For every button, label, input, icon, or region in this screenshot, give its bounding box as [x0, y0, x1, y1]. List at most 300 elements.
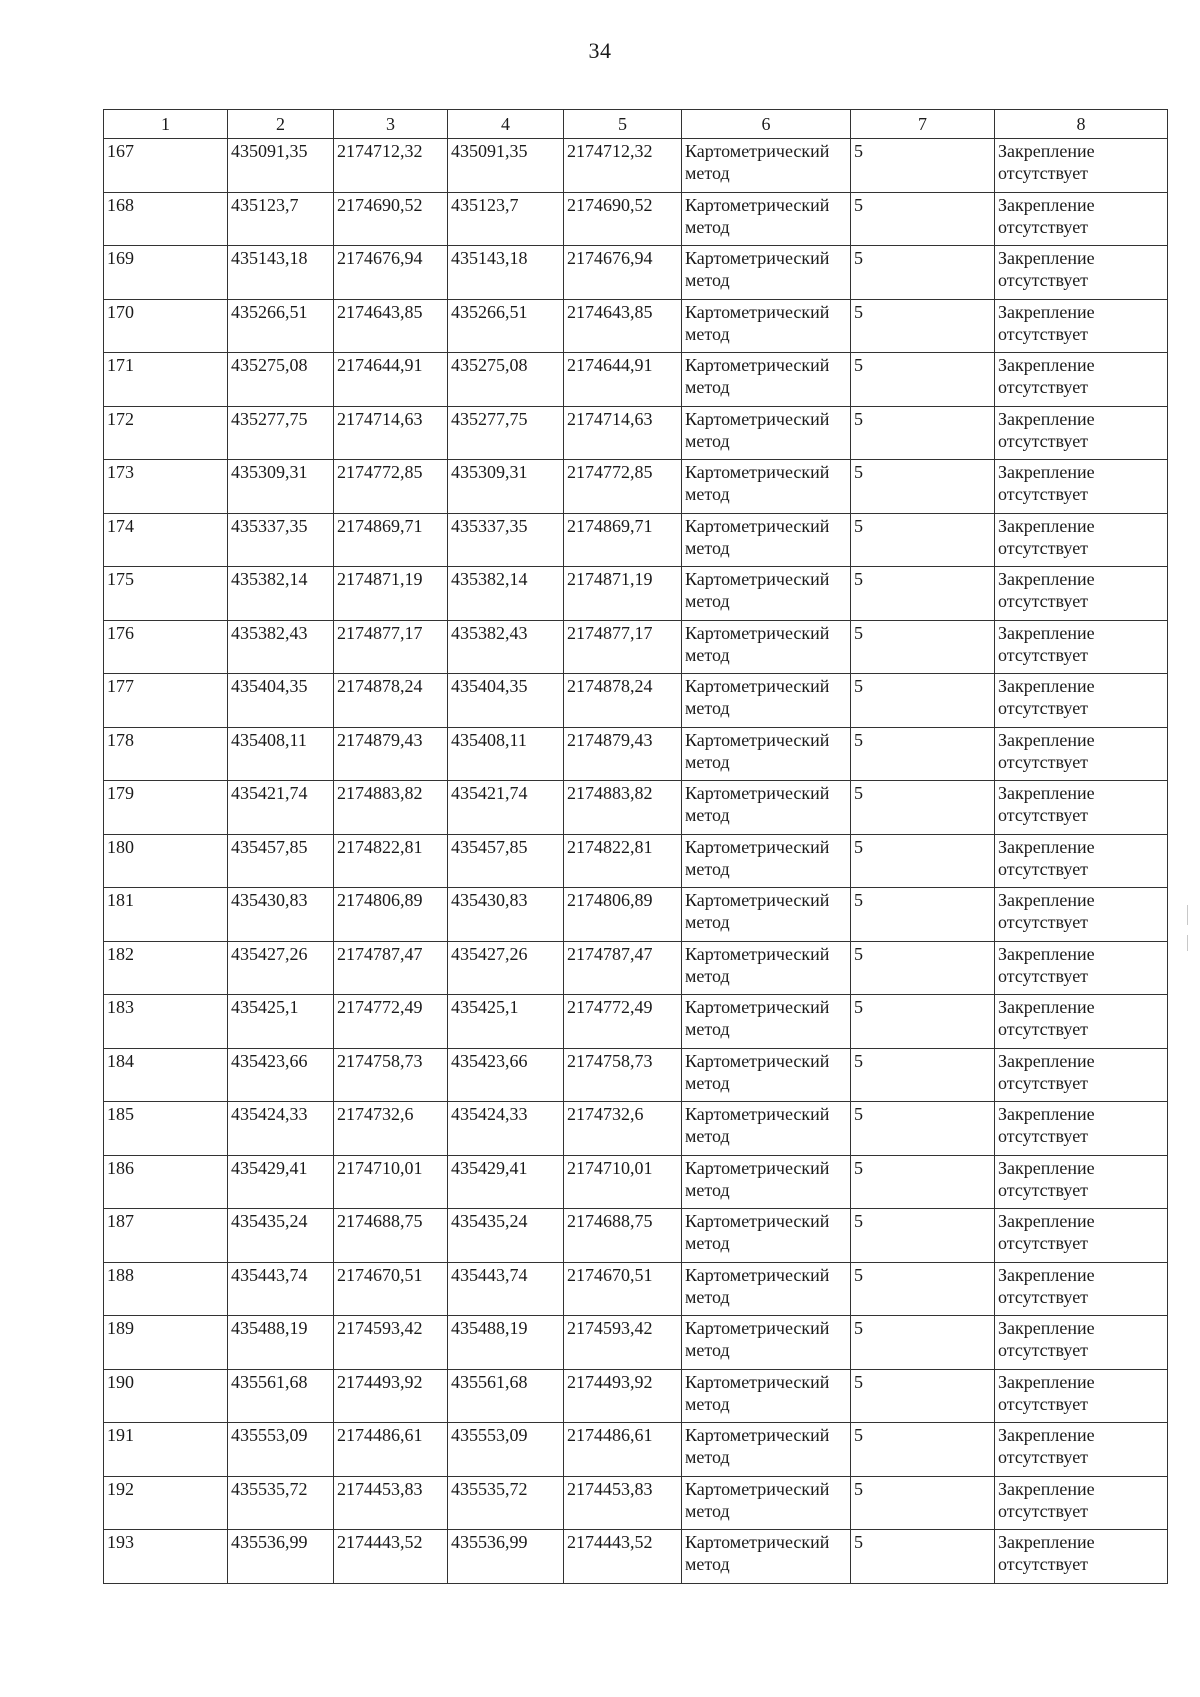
point-number-cell: [104, 299, 228, 353]
cell-text: Закрепление отсутствует: [998, 1157, 1095, 1200]
cell-text: 5: [854, 462, 863, 482]
cell-text: 435424,33: [231, 1104, 308, 1124]
x-coord-cell: [228, 834, 334, 888]
cell-text: 182: [107, 943, 134, 964]
cell-text: 192: [107, 1478, 134, 1499]
x-coord-cell: [228, 995, 334, 1049]
point-number-cell: [104, 1102, 228, 1156]
method-cell: [682, 781, 851, 835]
cell-text: 191: [107, 1425, 134, 1445]
fixing-cell: [995, 995, 1168, 1049]
cell-text: 5: [854, 301, 863, 322]
cell-text: Картометрический метод: [685, 141, 830, 183]
cell-text: Картометрический метод: [685, 622, 830, 665]
cell-text: 2174822,81: [337, 836, 423, 857]
cell-text: Закрепление отсутствует: [998, 248, 1095, 290]
cell-text: Закрепление отсутствует: [998, 194, 1095, 237]
cell-text: 435382,14: [231, 569, 308, 589]
x-coord-cell-2: [448, 1262, 564, 1316]
fixing-cell: [995, 834, 1168, 888]
fixing-cell: [995, 727, 1168, 781]
cell-text: 435408,11: [451, 729, 527, 750]
fixing-cell: [995, 406, 1168, 460]
header-cell: 7: [851, 110, 995, 139]
method-cell: [682, 1155, 851, 1209]
x-coord-cell-2: [448, 299, 564, 353]
cell-text: 435427,26: [451, 943, 528, 964]
y-coord-cell-2: [564, 995, 682, 1049]
cell-text: Закрепление отсутствует: [998, 1050, 1095, 1093]
header-cell: 4: [448, 110, 564, 139]
y-coord-cell-2: [564, 1476, 682, 1530]
cell-text: 435424,33: [451, 1104, 528, 1124]
header-cell: 8: [995, 110, 1168, 139]
cell-text: Закрепление отсутствует: [998, 1264, 1095, 1307]
y-coord-cell: [334, 834, 448, 888]
cell-text: 2174710,01: [567, 1157, 653, 1178]
method-cell: [682, 888, 851, 942]
cell-text: 2174878,24: [567, 676, 653, 696]
cell-text: 435275,08: [231, 355, 308, 375]
x-coord-cell: [228, 941, 334, 995]
method-cell: [682, 834, 851, 888]
header-cell: 5: [564, 110, 682, 139]
cell-text: 2174758,73: [337, 1050, 423, 1071]
cell-text: 435435,24: [451, 1211, 528, 1231]
cell-text: Картометрический метод: [685, 1211, 830, 1253]
accuracy-cell: [851, 1316, 995, 1370]
cell-text: 435435,24: [231, 1211, 308, 1231]
cell-text: 5: [854, 408, 863, 429]
cell-text: 2174869,71: [567, 515, 653, 536]
y-coord-cell-2: [564, 620, 682, 674]
cell-text: 2174732,6: [337, 1104, 414, 1124]
table-row: [104, 674, 1168, 728]
cell-text: 5: [854, 1371, 863, 1392]
table-row: [104, 1369, 1168, 1423]
y-coord-cell-2: [564, 1209, 682, 1263]
x-coord-cell-2: [448, 1423, 564, 1477]
point-number-cell: [104, 1209, 228, 1263]
cell-text: 435277,75: [231, 408, 308, 429]
cell-text: 435309,31: [451, 462, 528, 482]
cell-text: 435421,74: [231, 783, 308, 803]
point-number-cell: [104, 1476, 228, 1530]
cell-text: Закрепление отсутствует: [998, 676, 1095, 718]
cell-text: 435277,75: [451, 408, 528, 429]
table-row: [104, 995, 1168, 1049]
cell-text: 2174822,81: [567, 836, 653, 857]
x-coord-cell: [228, 727, 334, 781]
cell-text: 2174644,91: [337, 355, 423, 375]
cell-text: Закрепление отсутствует: [998, 515, 1095, 558]
cell-text: 2174871,19: [337, 569, 423, 589]
cell-text: 5: [854, 1104, 863, 1124]
method-cell: [682, 513, 851, 567]
cell-text: 2174732,6: [567, 1104, 644, 1124]
point-number-cell: [104, 139, 228, 193]
accuracy-cell: [851, 192, 995, 246]
method-cell: [682, 995, 851, 1049]
cell-text: Закрепление отсутствует: [998, 997, 1095, 1039]
cell-text: Картометрический метод: [685, 194, 830, 237]
cell-text: Картометрический метод: [685, 1050, 830, 1093]
method-cell: [682, 727, 851, 781]
cell-text: 171: [107, 355, 134, 375]
y-coord-cell-2: [564, 834, 682, 888]
accuracy-cell: [851, 1423, 995, 1477]
point-number-cell: [104, 727, 228, 781]
y-coord-cell: [334, 941, 448, 995]
fixing-cell: [995, 781, 1168, 835]
cell-text: 435266,51: [451, 301, 528, 322]
point-number-cell: [104, 941, 228, 995]
y-coord-cell: [334, 1155, 448, 1209]
table-row: [104, 1316, 1168, 1370]
cell-text: 172: [107, 408, 134, 429]
accuracy-cell: [851, 1476, 995, 1530]
y-coord-cell-2: [564, 299, 682, 353]
cell-text: 174: [107, 515, 134, 536]
coordinates-table: [103, 109, 1168, 1584]
cell-text: 435423,66: [231, 1050, 308, 1071]
cell-text: 5: [854, 943, 863, 964]
cell-text: 2174712,32: [337, 141, 423, 161]
header-cell: 2: [228, 110, 334, 139]
x-coord-cell: [228, 567, 334, 621]
cell-text: 435429,41: [231, 1157, 308, 1178]
accuracy-cell: [851, 567, 995, 621]
cell-text: 5: [854, 1264, 863, 1285]
cell-text: 2174676,94: [337, 248, 423, 268]
method-cell: [682, 1476, 851, 1530]
x-coord-cell: [228, 1155, 334, 1209]
cell-text: 5: [854, 1478, 863, 1499]
point-number-cell: [104, 1316, 228, 1370]
x-coord-cell-2: [448, 834, 564, 888]
cell-text: Картометрический метод: [685, 1157, 830, 1200]
x-coord-cell: [228, 192, 334, 246]
cell-text: 173: [107, 462, 134, 482]
table-row: [104, 1476, 1168, 1530]
y-coord-cell-2: [564, 1262, 682, 1316]
method-cell: [682, 192, 851, 246]
cell-text: Закрепление отсутствует: [998, 729, 1095, 772]
cell-text: 5: [854, 1050, 863, 1071]
x-coord-cell: [228, 353, 334, 407]
x-coord-cell: [228, 781, 334, 835]
table-row: [104, 406, 1168, 460]
fixing-cell: [995, 1102, 1168, 1156]
cell-text: Закрепление отсутствует: [998, 1211, 1095, 1253]
table-row: [104, 941, 1168, 995]
method-cell: [682, 299, 851, 353]
cell-text: 189: [107, 1318, 134, 1338]
cell-text: 190: [107, 1371, 134, 1392]
point-number-cell: [104, 1262, 228, 1316]
accuracy-cell: [851, 406, 995, 460]
x-coord-cell: [228, 1262, 334, 1316]
cell-text: 435430,83: [451, 890, 528, 910]
table-row: [104, 192, 1168, 246]
method-cell: [682, 1369, 851, 1423]
cell-text: 5: [854, 676, 863, 696]
table-row: [104, 299, 1168, 353]
x-coord-cell: [228, 299, 334, 353]
y-coord-cell-2: [564, 567, 682, 621]
y-coord-cell: [334, 674, 448, 728]
cell-text: Закрепление отсутствует: [998, 462, 1095, 504]
cell-text: 5: [854, 194, 863, 215]
accuracy-cell: [851, 299, 995, 353]
cell-text: 435337,35: [451, 515, 528, 536]
cell-text: 435488,19: [451, 1318, 528, 1338]
point-number-cell: [104, 460, 228, 514]
y-coord-cell: [334, 460, 448, 514]
x-coord-cell: [228, 1316, 334, 1370]
cell-text: 2174453,83: [337, 1478, 423, 1499]
point-number-cell: [104, 353, 228, 407]
x-coord-cell-2: [448, 1369, 564, 1423]
fixing-cell: [995, 460, 1168, 514]
point-number-cell: [104, 1423, 228, 1477]
fixing-cell: [995, 1423, 1168, 1477]
cell-text: 187: [107, 1211, 134, 1231]
cell-text: Картометрический метод: [685, 943, 830, 986]
y-coord-cell-2: [564, 1530, 682, 1584]
x-coord-cell: [228, 1369, 334, 1423]
y-coord-cell: [334, 1262, 448, 1316]
fixing-cell: [995, 674, 1168, 728]
x-coord-cell-2: [448, 1209, 564, 1263]
x-coord-cell-2: [448, 513, 564, 567]
cell-text: 193: [107, 1532, 134, 1552]
method-cell: [682, 1530, 851, 1584]
y-coord-cell-2: [564, 513, 682, 567]
y-coord-cell: [334, 192, 448, 246]
cell-text: Закрепление отсутствует: [998, 1532, 1095, 1574]
cell-text: 5: [854, 836, 863, 857]
accuracy-cell: [851, 1155, 995, 1209]
y-coord-cell-2: [564, 192, 682, 246]
y-coord-cell-2: [564, 674, 682, 728]
cell-text: 435091,35: [451, 141, 528, 161]
cell-text: 5: [854, 1318, 863, 1338]
cell-text: Закрепление отсутствует: [998, 1425, 1095, 1467]
x-coord-cell: [228, 1423, 334, 1477]
x-coord-cell-2: [448, 1530, 564, 1584]
header-cell: 3: [334, 110, 448, 139]
cell-text: Картометрический метод: [685, 569, 830, 611]
x-coord-cell-2: [448, 888, 564, 942]
cell-text: 181: [107, 890, 134, 910]
cell-text: Закрепление отсутствует: [998, 355, 1095, 397]
cell-text: Картометрический метод: [685, 248, 830, 290]
point-number-cell: [104, 1155, 228, 1209]
cell-text: 2174493,92: [567, 1371, 653, 1392]
cell-text: 435443,74: [231, 1264, 308, 1285]
cell-text: 2174670,51: [337, 1264, 423, 1285]
point-number-cell: [104, 995, 228, 1049]
accuracy-cell: [851, 460, 995, 514]
cell-text: 2174758,73: [567, 1050, 653, 1071]
y-coord-cell-2: [564, 781, 682, 835]
cell-text: 2174670,51: [567, 1264, 653, 1285]
y-coord-cell: [334, 1048, 448, 1102]
cell-text: 2174712,32: [567, 141, 653, 161]
cell-text: 435143,18: [231, 248, 308, 268]
y-coord-cell: [334, 1102, 448, 1156]
x-coord-cell-2: [448, 192, 564, 246]
x-coord-cell-2: [448, 139, 564, 193]
accuracy-cell: [851, 1209, 995, 1263]
cell-text: 2174443,52: [567, 1532, 653, 1552]
cell-text: 435535,72: [451, 1478, 528, 1499]
y-coord-cell-2: [564, 1155, 682, 1209]
y-coord-cell: [334, 1209, 448, 1263]
x-coord-cell-2: [448, 620, 564, 674]
fixing-cell: [995, 1209, 1168, 1263]
table-header: [104, 110, 1168, 139]
cell-text: 435457,85: [451, 836, 528, 857]
fixing-cell: [995, 1369, 1168, 1423]
cell-text: 435430,83: [231, 890, 308, 910]
y-coord-cell-2: [564, 1102, 682, 1156]
accuracy-cell: [851, 620, 995, 674]
accuracy-cell: [851, 1369, 995, 1423]
cell-text: 435275,08: [451, 355, 528, 375]
x-coord-cell-2: [448, 1102, 564, 1156]
table-row: [104, 246, 1168, 300]
fixing-cell: [995, 567, 1168, 621]
cell-text: 2174772,85: [337, 462, 423, 482]
cell-text: Картометрический метод: [685, 1264, 830, 1307]
cell-text: 435536,99: [451, 1532, 528, 1552]
cell-text: 2174453,83: [567, 1478, 653, 1499]
cell-text: Картометрический метод: [685, 1371, 830, 1414]
point-number-cell: [104, 834, 228, 888]
cell-text: 2174593,42: [567, 1318, 653, 1338]
cell-text: 168: [107, 194, 134, 215]
cell-text: Закрепление отсутствует: [998, 408, 1095, 451]
x-coord-cell-2: [448, 674, 564, 728]
cell-text: 435457,85: [231, 836, 308, 857]
cell-text: Картометрический метод: [685, 1425, 830, 1467]
fixing-cell: [995, 1476, 1168, 1530]
cell-text: Закрепление отсутствует: [998, 569, 1095, 611]
cell-text: 2174772,49: [337, 997, 423, 1017]
accuracy-cell: [851, 674, 995, 728]
y-coord-cell: [334, 353, 448, 407]
cell-text: 5: [854, 890, 863, 910]
x-coord-cell: [228, 888, 334, 942]
cell-text: 435266,51: [231, 301, 308, 322]
cell-text: 2174871,19: [567, 569, 653, 589]
cell-text: Картометрический метод: [685, 462, 830, 504]
cell-text: 435309,31: [231, 462, 308, 482]
cell-text: 435423,66: [451, 1050, 528, 1071]
x-coord-cell-2: [448, 781, 564, 835]
cell-text: Закрепление отсутствует: [998, 890, 1095, 932]
cell-text: 2174493,92: [337, 1371, 423, 1392]
fixing-cell: [995, 1316, 1168, 1370]
fixing-cell: [995, 1155, 1168, 1209]
x-coord-cell-2: [448, 246, 564, 300]
accuracy-cell: [851, 1262, 995, 1316]
cell-text: 435382,43: [451, 622, 528, 643]
cell-text: 5: [854, 515, 863, 536]
cell-text: 435425,1: [451, 997, 519, 1017]
table-row: [104, 139, 1168, 193]
y-coord-cell: [334, 888, 448, 942]
cell-text: 2174883,82: [567, 783, 653, 803]
accuracy-cell: [851, 246, 995, 300]
accuracy-cell: [851, 941, 995, 995]
table-body: [104, 139, 1168, 1584]
y-coord-cell-2: [564, 1048, 682, 1102]
accuracy-cell: [851, 513, 995, 567]
x-coord-cell-2: [448, 1476, 564, 1530]
cell-text: 435337,35: [231, 515, 308, 536]
cell-text: 2174883,82: [337, 783, 423, 803]
fixing-cell: [995, 192, 1168, 246]
cell-text: Закрепление отсутствует: [998, 783, 1095, 825]
y-coord-cell: [334, 406, 448, 460]
cell-text: Закрепление отсутствует: [998, 1478, 1095, 1521]
cell-text: 2174879,43: [567, 729, 653, 750]
cell-text: 5: [854, 355, 863, 375]
point-number-cell: [104, 674, 228, 728]
cell-text: Картометрический метод: [685, 836, 830, 879]
x-coord-cell: [228, 460, 334, 514]
point-number-cell: [104, 513, 228, 567]
cell-text: 2174787,47: [567, 943, 653, 964]
y-coord-cell: [334, 246, 448, 300]
fixing-cell: [995, 299, 1168, 353]
header-row: [104, 110, 1168, 139]
cell-text: 2174878,24: [337, 676, 423, 696]
cell-text: 435561,68: [231, 1371, 308, 1392]
point-number-cell: [104, 1530, 228, 1584]
y-coord-cell-2: [564, 246, 682, 300]
accuracy-cell: [851, 1048, 995, 1102]
method-cell: [682, 353, 851, 407]
cell-text: Картометрический метод: [685, 408, 830, 451]
accuracy-cell: [851, 139, 995, 193]
cell-text: 435488,19: [231, 1318, 308, 1338]
header-cell: 1: [104, 110, 228, 139]
method-cell: [682, 406, 851, 460]
table-row: [104, 1209, 1168, 1263]
cell-text: 435425,1: [231, 997, 299, 1017]
scan-artifact-line: [1187, 905, 1188, 925]
x-coord-cell: [228, 1476, 334, 1530]
cell-text: 435561,68: [451, 1371, 528, 1392]
x-coord-cell-2: [448, 353, 564, 407]
y-coord-cell: [334, 513, 448, 567]
cell-text: Закрепление отсутствует: [998, 622, 1095, 665]
y-coord-cell: [334, 567, 448, 621]
cell-text: 435123,7: [451, 194, 519, 215]
cell-text: 5: [854, 1157, 863, 1178]
cell-text: 175: [107, 569, 134, 589]
table-row: [104, 353, 1168, 407]
cell-text: 2174714,63: [567, 408, 653, 429]
point-number-cell: [104, 888, 228, 942]
y-coord-cell-2: [564, 353, 682, 407]
cell-text: 435382,14: [451, 569, 528, 589]
cell-text: Картометрический метод: [685, 1478, 830, 1521]
